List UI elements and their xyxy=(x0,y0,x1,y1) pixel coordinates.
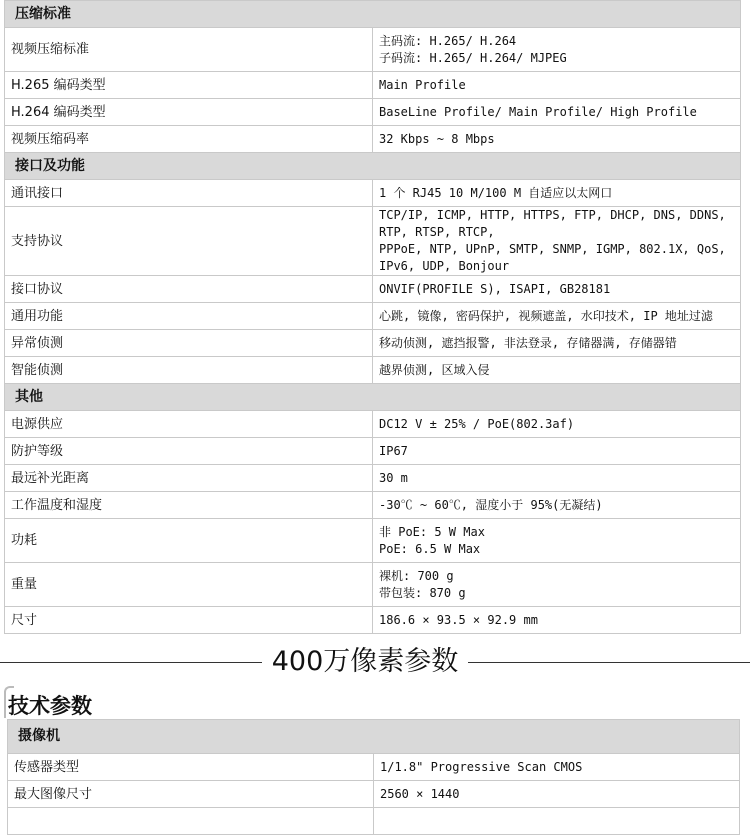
table-row-cut-off xyxy=(8,808,740,835)
table-row xyxy=(5,411,741,438)
table-row xyxy=(5,607,741,634)
section-header-other: 其他 xyxy=(5,384,741,411)
table-row xyxy=(5,330,741,357)
section-row xyxy=(5,1,741,28)
divider-title: 400万像素参数 xyxy=(271,646,459,677)
spec-table-compression-interface-other xyxy=(4,0,741,634)
row-value: TCP/IP, ICMP, HTTP, HTTPS, FTP, DHCP, DNS, DDNS, RTP, RTSP, RTCP, PPPoE, NTP, UPnP, SMTP, SNMP, IGMP, 802.1X, QoS, IPv6, UDP, Bonjour xyxy=(373,207,741,276)
row-value: 移动侦测, 遮挡报警, 非法登录, 存储器满, 存储器错 xyxy=(373,330,741,357)
row-label: 异常侦测 xyxy=(5,330,373,357)
row-value: IP67 xyxy=(373,438,741,465)
row-label: 最大图像尺寸 xyxy=(8,781,374,808)
row-value: 1 个 RJ45 10 M/100 M 自适应以太网口 xyxy=(373,180,741,207)
section-header-compression: 压缩标准 xyxy=(5,1,741,28)
table-row xyxy=(5,438,741,465)
row-value: DC12 V ± 25% / PoE(802.3af) xyxy=(373,411,741,438)
row-label: 传感器类型 xyxy=(8,754,374,781)
row-label: 支持协议 xyxy=(5,207,373,276)
row-label: H.265 编码类型 xyxy=(5,72,373,99)
row-label: 智能侦测 xyxy=(5,357,373,384)
row-value: BaseLine Profile/ Main Profile/ High Profile xyxy=(373,99,741,126)
row-value: 2560 × 1440 xyxy=(374,781,740,808)
row-value-empty xyxy=(374,808,740,835)
row-value: 32 Kbps ~ 8 Mbps xyxy=(373,126,741,153)
table-row xyxy=(5,276,741,303)
row-value: 心跳, 镜像, 密码保护, 视频遮盖, 水印技术, IP 地址过滤 xyxy=(373,303,741,330)
table-row xyxy=(8,781,740,808)
section-row xyxy=(5,384,741,411)
row-label: 功耗 xyxy=(5,519,373,563)
row-value: 裸机: 700 g 带包装: 870 g xyxy=(373,563,741,607)
table-row xyxy=(5,126,741,153)
table-row xyxy=(5,357,741,384)
row-label: 工作温度和湿度 xyxy=(5,492,373,519)
table-row xyxy=(5,207,741,276)
table-row xyxy=(8,754,740,781)
block-title: 技术参数 xyxy=(8,694,92,718)
section-row xyxy=(5,153,741,180)
row-label: 视频压缩码率 xyxy=(5,126,373,153)
spec-table-camera xyxy=(7,719,740,835)
row-value: -30℃ ~ 60℃, 湿度小于 95%(无凝结) xyxy=(373,492,741,519)
section-header-camera: 摄像机 xyxy=(8,720,740,754)
row-label: 视频压缩标准 xyxy=(5,28,373,72)
row-label: 接口协议 xyxy=(5,276,373,303)
table-row xyxy=(5,303,741,330)
row-label: 通讯接口 xyxy=(5,180,373,207)
row-value: Main Profile xyxy=(373,72,741,99)
row-value: 非 PoE: 5 W Max PoE: 6.5 W Max xyxy=(373,519,741,563)
table-row xyxy=(5,492,741,519)
row-label: 电源供应 xyxy=(5,411,373,438)
table-row xyxy=(5,99,741,126)
table-row xyxy=(5,563,741,607)
section-row xyxy=(8,720,740,754)
table-row xyxy=(5,519,741,563)
row-value: 越界侦测, 区域入侵 xyxy=(373,357,741,384)
row-value: 1/1.8" Progressive Scan CMOS xyxy=(374,754,740,781)
table-row xyxy=(5,72,741,99)
row-label: 通用功能 xyxy=(5,303,373,330)
row-value: 主码流: H.265/ H.264 子码流: H.265/ H.264/ MJPEG xyxy=(373,28,741,72)
row-label: 尺寸 xyxy=(5,607,373,634)
row-value: 186.6 × 93.5 × 92.9 mm xyxy=(373,607,741,634)
divider-line-right xyxy=(468,662,750,663)
row-label: 最远补光距离 xyxy=(5,465,373,492)
section-header-interface: 接口及功能 xyxy=(5,153,741,180)
row-label: 重量 xyxy=(5,563,373,607)
row-label-empty xyxy=(8,808,374,835)
divider-line-left xyxy=(0,662,262,663)
table-row xyxy=(5,465,741,492)
row-value: 30 m xyxy=(373,465,741,492)
table-row xyxy=(5,28,741,72)
row-value: ONVIF(PROFILE S), ISAPI, GB28181 xyxy=(373,276,741,303)
row-label: 防护等级 xyxy=(5,438,373,465)
row-label: H.264 编码类型 xyxy=(5,99,373,126)
table-row xyxy=(5,180,741,207)
